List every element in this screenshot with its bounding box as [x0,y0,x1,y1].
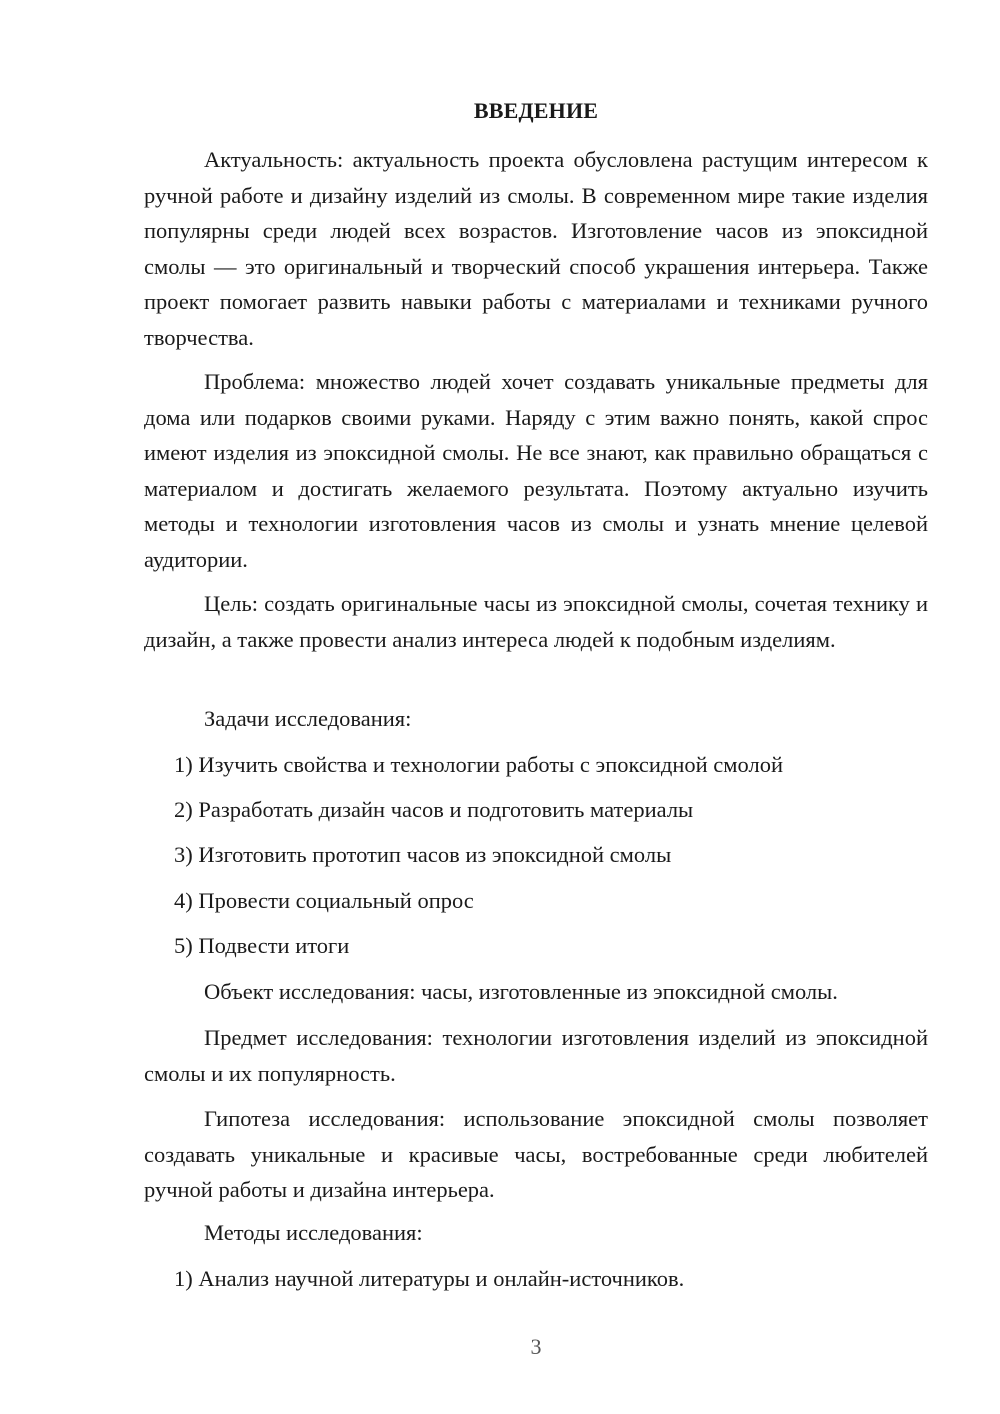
object-line: Объект исследования: часы, изготовленные из эпоксидной смолы. [204,979,838,1004]
problem-paragraph: Проблема: множество людей хочет создавать уникальные предметы для дома или подарков своими руками. Наряду с этим важно понять, какой спрос имеют изделия из эпоксидной смолы. Не все знают, как правильно обращаться с материалом и достигать желаемого результата. Поэтому актуально изучить методы и технологии изготовления часов из смолы и узнать мнение целевой аудитории. [144,369,928,572]
page-number: 3 [530,1334,542,1359]
task-item: 1) Изучить свойства и технологии работы с эпоксидной смолой [174,752,783,777]
relevance-paragraph: Актуальность: актуальность проекта обусловлена растущим интересом к ручной работе и дизайну изделий из смолы. В современном мире такие изделия популярны среди людей всех возрастов. Изготовление часов из эпоксидной смолы — это оригинальный и творческий способ украшения интерьера. Также проект помогает развить навыки работы с материалами и техниками ручного творчества. [144,147,928,350]
section-heading: ВВЕДЕНИЕ [473,98,599,123]
task-item: 4) Провести социальный опрос [174,888,474,913]
task-item: 5) Подвести итоги [174,933,350,958]
hypothesis-paragraph: Гипотеза исследования: использование эпоксидной смолы позволяет создавать уникальные и красивые часы, востребованные среди любителей ручной работы и дизайна интерьера. [144,1106,928,1202]
tasks-heading: Задачи исследования: [204,706,412,731]
task-item: 3) Изготовить прототип часов из эпоксидной смолы [174,842,672,867]
subject-paragraph: Предмет исследования: технологии изготовления изделий из эпоксидной смолы и их популярность. [144,1025,928,1086]
methods-heading: Методы исследования: [204,1220,423,1245]
goal-paragraph: Цель: создать оригинальные часы из эпоксидной смолы, сочетая технику и дизайн, а также провести анализ интереса людей к подобным изделиям. [144,591,928,652]
task-item: 2) Разработать дизайн часов и подготовить материалы [174,797,694,822]
method-item: 1) Анализ научной литературы и онлайн-источников. [174,1266,685,1291]
